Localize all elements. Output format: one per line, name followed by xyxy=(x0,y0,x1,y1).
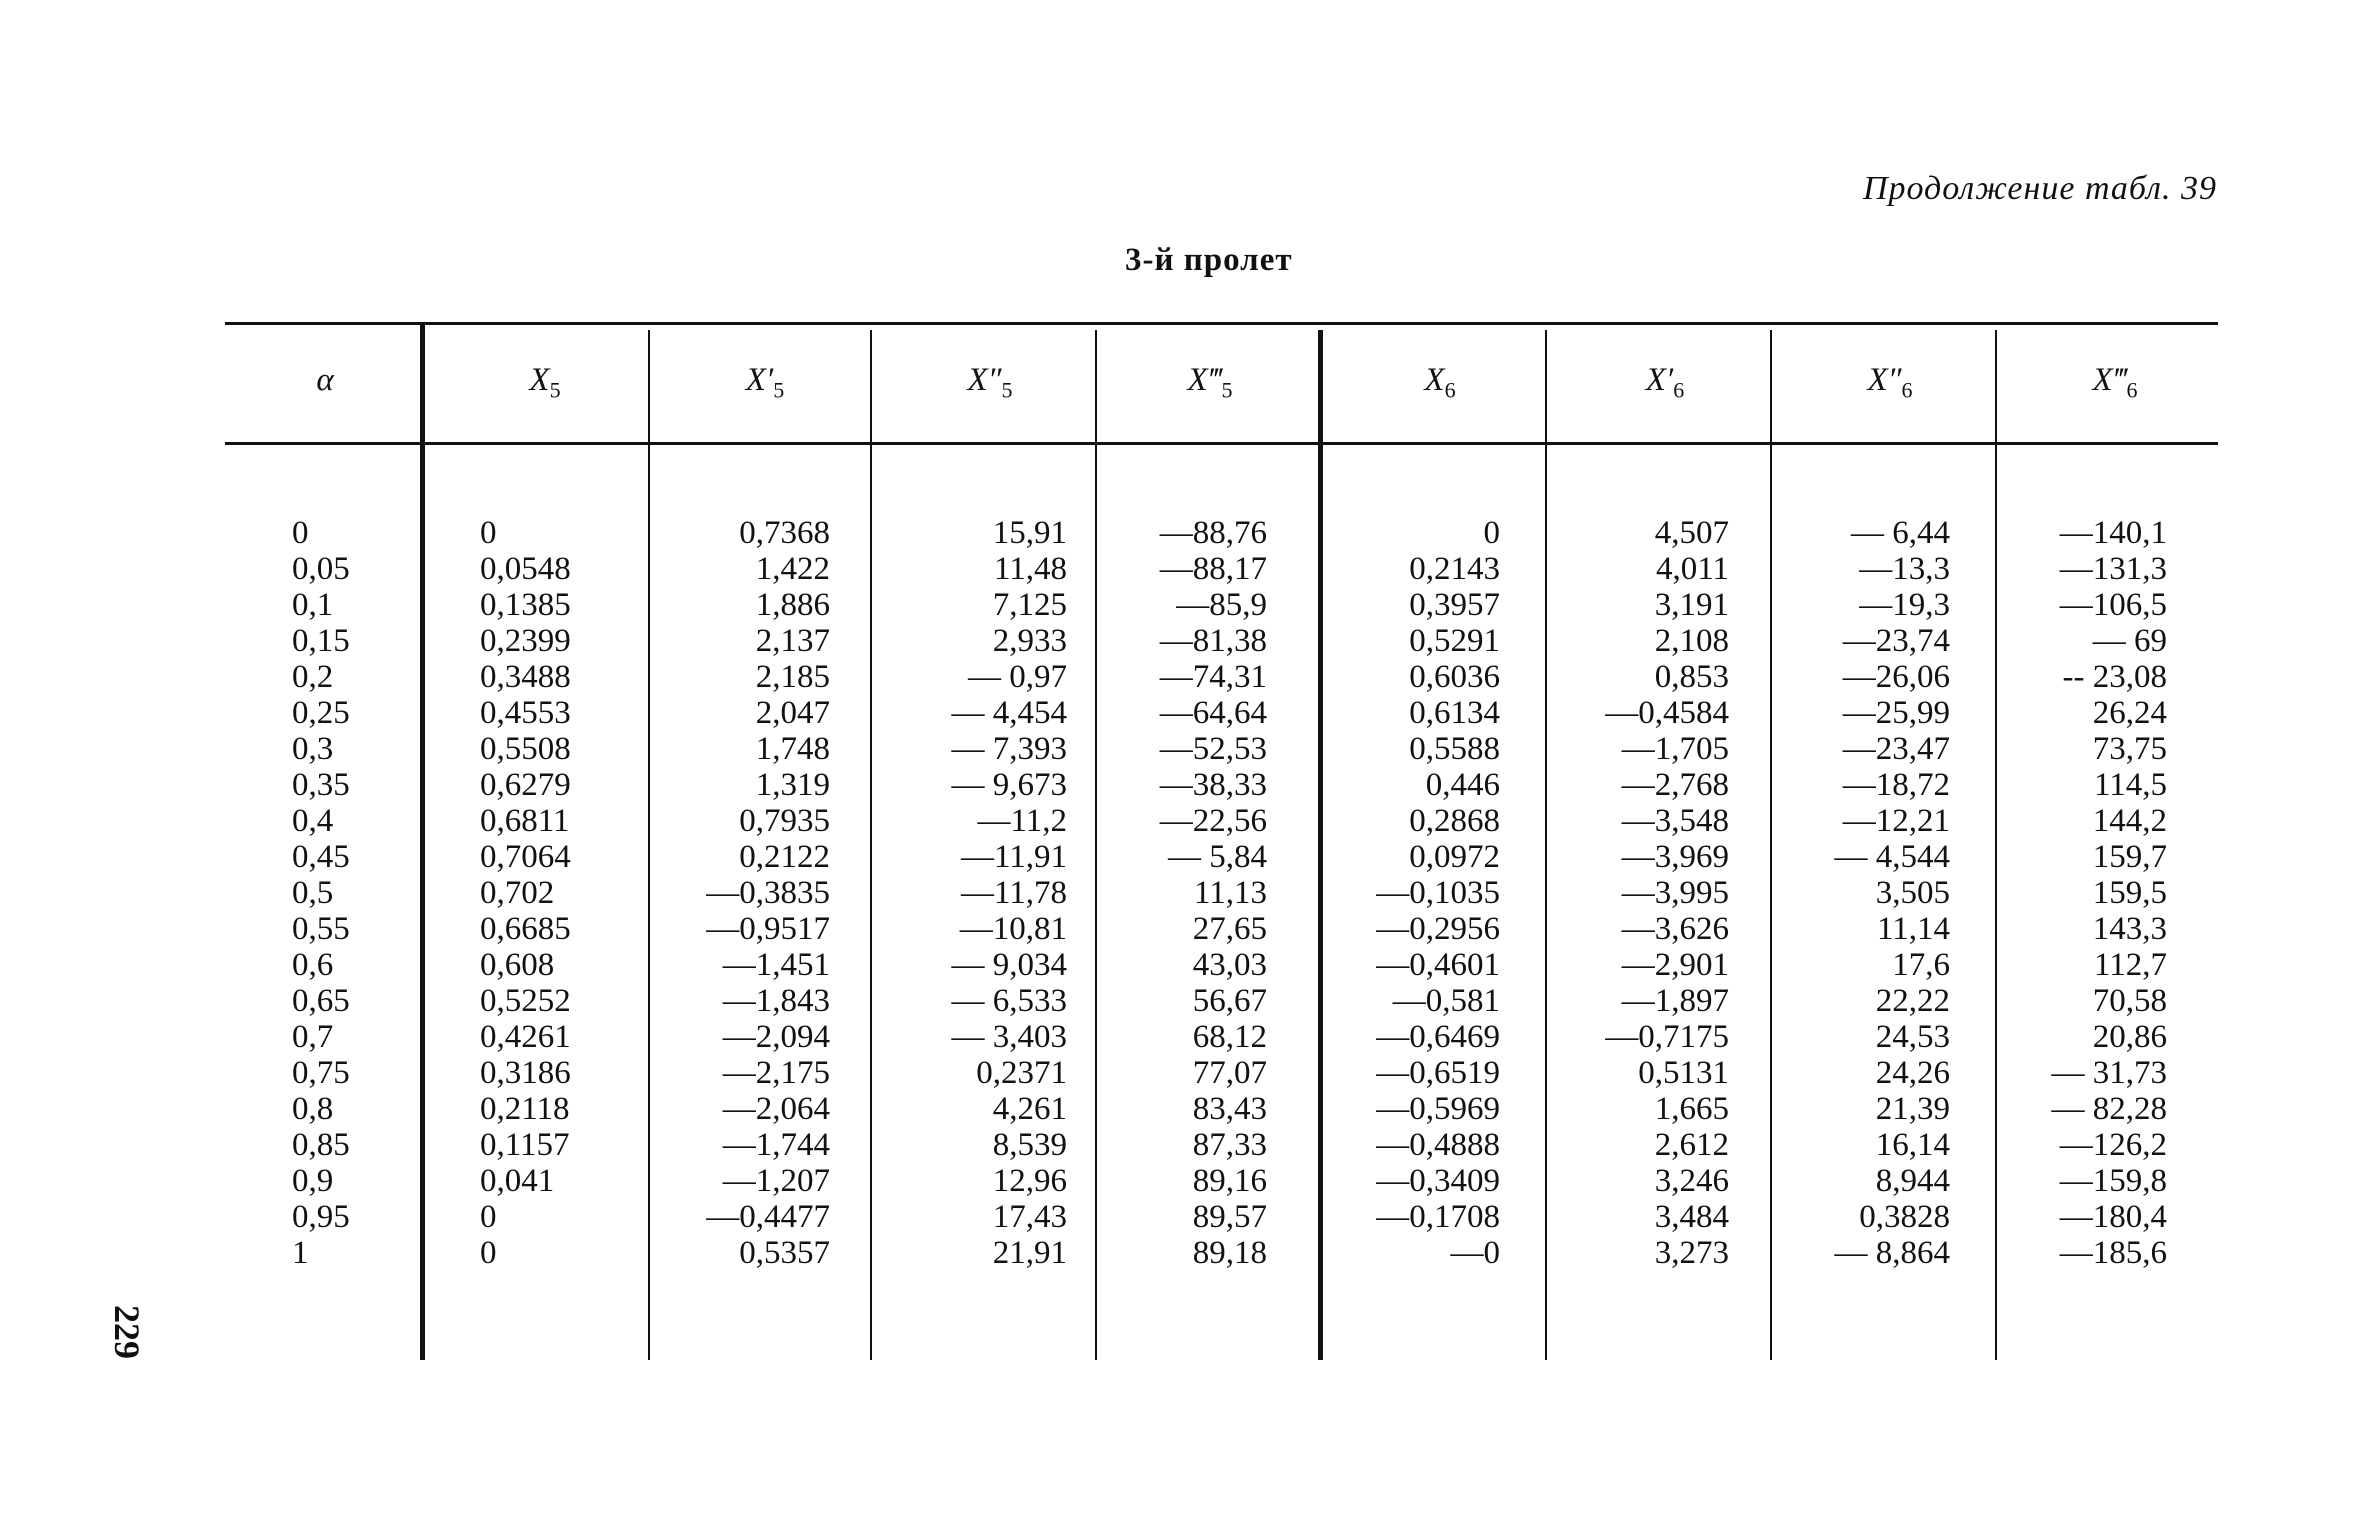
table-cell: —126,2 xyxy=(2059,1127,2167,1163)
table-cell: —1,843 xyxy=(722,983,830,1019)
table-cell: 0,45 xyxy=(292,839,350,875)
table-cell: 0,4261 xyxy=(480,1019,571,1055)
table-cell: 0 xyxy=(1483,515,1500,551)
table-cell: 83,43 xyxy=(1192,1091,1267,1127)
table-cell: 2,933 xyxy=(992,623,1067,659)
header-x6-triple-prime: $X‴_6$ xyxy=(2092,362,2138,403)
column-divider xyxy=(870,330,872,1360)
table-cell: —23,47 xyxy=(1842,731,1950,767)
table-cell: 3,246 xyxy=(1654,1163,1729,1199)
table-cell: — 4,544 xyxy=(1834,839,1950,875)
table-cell: —3,969 xyxy=(1621,839,1729,875)
table-cell: —11,2 xyxy=(977,803,1067,839)
table-cell: 16,14 xyxy=(1875,1127,1950,1163)
table-cell: 87,33 xyxy=(1192,1127,1267,1163)
table-cell: 89,18 xyxy=(1192,1235,1267,1271)
header-x5-triple-prime: $X‴_5$ xyxy=(1187,362,1233,403)
table-top-rule xyxy=(225,322,2218,325)
table-cell: —0,7175 xyxy=(1605,1019,1729,1055)
table-cell: 0,7 xyxy=(292,1019,334,1055)
table-cell: 0,5 xyxy=(292,875,334,911)
table-cell: 0 xyxy=(480,1235,497,1271)
table-header-rule xyxy=(225,442,2218,445)
table-cell: 17,6 xyxy=(1892,947,1950,983)
table-cell: 0,4553 xyxy=(480,695,571,731)
table-cell: —25,99 xyxy=(1842,695,1950,731)
table-cell: 0,6279 xyxy=(480,767,571,803)
header-alpha: α xyxy=(316,362,334,398)
table-cell: 0,6 xyxy=(292,947,334,983)
table-cell: 15,91 xyxy=(992,515,1067,551)
table-cell: —0,4601 xyxy=(1376,947,1500,983)
table-cell: 24,26 xyxy=(1875,1055,1950,1091)
table-cell: 0,7064 xyxy=(480,839,571,875)
column-x6 xyxy=(1376,515,1500,1271)
table-cell: 144,2 xyxy=(2092,803,2167,839)
table-cell: 0,5357 xyxy=(739,1235,830,1271)
table-cell: —13,3 xyxy=(1859,551,1950,587)
column-divider xyxy=(1545,330,1547,1360)
table-cell: 2,185 xyxy=(755,659,830,695)
column-x6-triple-prime xyxy=(2052,515,2168,1271)
table-cell: 11,48 xyxy=(993,551,1067,587)
table-cell: 0,85 xyxy=(292,1127,350,1163)
table-cell: —38,33 xyxy=(1159,767,1267,803)
table-cell: — 7,393 xyxy=(951,731,1067,767)
table-cell: —0,9517 xyxy=(706,911,830,947)
table-cell: — 8,864 xyxy=(1834,1235,1950,1271)
table-cell: 4,261 xyxy=(992,1091,1067,1127)
table-cell: —3,548 xyxy=(1621,803,1729,839)
table-cell: 2,137 xyxy=(755,623,830,659)
table-cell: —1,705 xyxy=(1621,731,1729,767)
table-cell: —12,21 xyxy=(1842,803,1950,839)
table-cell: —0,581 xyxy=(1392,983,1500,1019)
table-cell: —185,6 xyxy=(2059,1235,2167,1271)
header-x6-prime: $X'_6$ xyxy=(1645,362,1685,403)
table-cell: 77,07 xyxy=(1192,1055,1267,1091)
table-cell: 11,13 xyxy=(1193,875,1267,911)
table-cell: —180,4 xyxy=(2059,1199,2167,1235)
header-x5: $X_5$ xyxy=(529,362,561,403)
table-cell: 0,5291 xyxy=(1409,623,1500,659)
table-cell: —2,064 xyxy=(722,1091,830,1127)
table-cell: 7,125 xyxy=(992,587,1067,623)
table-cell: 11,14 xyxy=(1876,911,1950,947)
table-cell: — 31,73 xyxy=(2051,1055,2167,1091)
table-cell: 17,43 xyxy=(992,1199,1067,1235)
table-cell: —0,3409 xyxy=(1376,1163,1500,1199)
header-x6: $X_6$ xyxy=(1424,362,1456,403)
table-cell: —74,31 xyxy=(1159,659,1267,695)
column-x6-double-prime xyxy=(1835,515,1951,1271)
column-alpha xyxy=(292,515,350,1271)
table-cell: 0,2118 xyxy=(480,1091,570,1127)
table-cell: 26,24 xyxy=(2092,695,2167,731)
table-cell: —11,78 xyxy=(960,875,1067,911)
table-cell: —0,2956 xyxy=(1376,911,1500,947)
table-cell: 3,484 xyxy=(1654,1199,1729,1235)
column-x5-triple-prime xyxy=(1160,515,1267,1271)
table-cell: 4,507 xyxy=(1654,515,1729,551)
table-cell: 2,047 xyxy=(755,695,830,731)
table-cell: 0,446 xyxy=(1425,767,1500,803)
table-cell: 3,273 xyxy=(1654,1235,1729,1271)
table-cell: 22,22 xyxy=(1875,983,1950,1019)
table-cell: —3,995 xyxy=(1621,875,1729,911)
column-x6-prime xyxy=(1605,515,1729,1271)
table-cell: 89,16 xyxy=(1192,1163,1267,1199)
table-cell: —88,76 xyxy=(1159,515,1267,551)
table-cell: 20,86 xyxy=(2092,1019,2167,1055)
table-cell: 0,2143 xyxy=(1409,551,1500,587)
table-cell: 0,3828 xyxy=(1859,1199,1950,1235)
table-cell: 1,665 xyxy=(1654,1091,1729,1127)
column-divider xyxy=(648,330,650,1360)
column-divider-double xyxy=(1318,330,1323,1360)
table-cell: 0,1385 xyxy=(480,587,571,623)
table-cell: 21,91 xyxy=(992,1235,1067,1271)
table-cell: 0,608 xyxy=(480,947,555,983)
table-cell: —22,56 xyxy=(1159,803,1267,839)
table-cell: 56,67 xyxy=(1192,983,1267,1019)
table-cell: 0,8 xyxy=(292,1091,334,1127)
table-cell: 0,2868 xyxy=(1409,803,1500,839)
table-cell: 0,3 xyxy=(292,731,334,767)
table-cell: 1,886 xyxy=(755,587,830,623)
table-cell: 0,7368 xyxy=(739,515,830,551)
table-cell: 0,3957 xyxy=(1409,587,1500,623)
table-cell: 70,58 xyxy=(2092,983,2167,1019)
table-cell: 27,65 xyxy=(1192,911,1267,947)
table-cell: 0,65 xyxy=(292,983,350,1019)
table-subtitle: 3-й пролет xyxy=(1125,242,1293,278)
table-cell: —0,6469 xyxy=(1376,1019,1500,1055)
table-cell: 0,0548 xyxy=(480,551,571,587)
table-cell: 0,2399 xyxy=(480,623,571,659)
table-cell: — 9,673 xyxy=(951,767,1067,803)
table-cell: —0,1035 xyxy=(1376,875,1500,911)
table-cell: 3,191 xyxy=(1654,587,1729,623)
table-cell: 2,612 xyxy=(1654,1127,1729,1163)
table-cell: 0 xyxy=(480,1199,497,1235)
table-cell: —2,901 xyxy=(1621,947,1729,983)
table-cell: 159,7 xyxy=(2092,839,2167,875)
table-cell: 0,15 xyxy=(292,623,350,659)
table-cell: 1,748 xyxy=(755,731,830,767)
table-cell: 0,702 xyxy=(480,875,555,911)
table-cell: 0,75 xyxy=(292,1055,350,1091)
table-cell: 1,319 xyxy=(755,767,830,803)
table-cell: —11,91 xyxy=(960,839,1067,875)
table-cell: 0,6134 xyxy=(1409,695,1500,731)
table-cell: — 4,454 xyxy=(951,695,1067,731)
table-cell: —26,06 xyxy=(1842,659,1950,695)
table-cell: 0,6036 xyxy=(1409,659,1500,695)
table-cell: 43,03 xyxy=(1192,947,1267,983)
table-cell: 0,2 xyxy=(292,659,334,695)
table-cell: — 0,97 xyxy=(968,659,1067,695)
table-cell: —140,1 xyxy=(2059,515,2167,551)
table-cell: 1 xyxy=(292,1235,309,1271)
table-cell: 0,2371 xyxy=(976,1055,1067,1091)
table-cell: — 6,533 xyxy=(951,983,1067,1019)
table-cell: 4,011 xyxy=(1655,551,1729,587)
table-cell: — 9,034 xyxy=(951,947,1067,983)
table-cell: —52,53 xyxy=(1159,731,1267,767)
table-cell: —64,64 xyxy=(1159,695,1267,731)
table-cell: —0,4584 xyxy=(1605,695,1729,731)
table-cell: 0,5131 xyxy=(1638,1055,1729,1091)
table-cell: 114,5 xyxy=(2093,767,2167,803)
column-divider xyxy=(1770,330,1772,1360)
table-cell: —81,38 xyxy=(1159,623,1267,659)
table-cell: — 5,84 xyxy=(1168,839,1267,875)
table-cell: 24,53 xyxy=(1875,1019,1950,1055)
column-x5-double-prime xyxy=(952,515,1068,1271)
table-cell: 0,3488 xyxy=(480,659,571,695)
table-cell: —0,3835 xyxy=(706,875,830,911)
table-cell: —3,626 xyxy=(1621,911,1729,947)
table-cell: 2,108 xyxy=(1654,623,1729,659)
header-x5-prime: $X'_5$ xyxy=(745,362,785,403)
header-x5-double-prime: $X''_5$ xyxy=(967,362,1013,403)
table-cell: 8,539 xyxy=(992,1127,1067,1163)
table-cell: —159,8 xyxy=(2059,1163,2167,1199)
table-cell: —2,094 xyxy=(722,1019,830,1055)
table-cell: 0,05 xyxy=(292,551,350,587)
table-cell: —1,897 xyxy=(1621,983,1729,1019)
table-cell: 73,75 xyxy=(2092,731,2167,767)
table-cell: —23,74 xyxy=(1842,623,1950,659)
table-cell: 8,944 xyxy=(1875,1163,1950,1199)
table-cell: —0,4888 xyxy=(1376,1127,1500,1163)
header-x6-double-prime: $X''_6$ xyxy=(1867,362,1913,403)
table-cell: 0,5252 xyxy=(480,983,571,1019)
table-cell: 0,3186 xyxy=(480,1055,571,1091)
table-cell: —0,4477 xyxy=(706,1199,830,1235)
column-divider xyxy=(1995,330,1997,1360)
table-cell: —106,5 xyxy=(2059,587,2167,623)
table-cell: 68,12 xyxy=(1192,1019,1267,1055)
table-cell: 0,6811 xyxy=(480,803,570,839)
table-cell: 0,2122 xyxy=(739,839,830,875)
table-cell: —19,3 xyxy=(1859,587,1950,623)
table-cell: 21,39 xyxy=(1875,1091,1950,1127)
table-cell: 0,35 xyxy=(292,767,350,803)
table-cell: —85,9 xyxy=(1176,587,1267,623)
table-cell: 0,5508 xyxy=(480,731,571,767)
table-cell: —0 xyxy=(1450,1235,1500,1271)
table-cell: — 82,28 xyxy=(2051,1091,2167,1127)
page-number: 229 xyxy=(107,1305,147,1359)
table-cell: — 3,403 xyxy=(951,1019,1067,1055)
table-cell: —18,72 xyxy=(1842,767,1950,803)
table-cell: —0,5969 xyxy=(1376,1091,1500,1127)
table-cell: 3,505 xyxy=(1875,875,1950,911)
table-cell: 0 xyxy=(292,515,309,551)
table-cell: 0,25 xyxy=(292,695,350,731)
table-cell: 0,95 xyxy=(292,1199,350,1235)
table-cell: 0,5588 xyxy=(1409,731,1500,767)
table-cell: —1,451 xyxy=(722,947,830,983)
table-cell: 0,7935 xyxy=(739,803,830,839)
table-cell: —2,175 xyxy=(722,1055,830,1091)
table-caption: Продолжение табл. 39 xyxy=(1862,170,2217,207)
table-cell: 0,1 xyxy=(292,587,334,623)
table-cell: 0,1157 xyxy=(480,1127,570,1163)
table-cell: 0,55 xyxy=(292,911,350,947)
table-cell: — 69 xyxy=(2092,623,2167,659)
column-divider-double xyxy=(420,325,425,1360)
table-cell: -- 23,08 xyxy=(2062,659,2167,695)
column-divider xyxy=(1095,330,1097,1360)
table-cell: 0 xyxy=(480,515,497,551)
table-cell: 0,6685 xyxy=(480,911,571,947)
table-cell: 0,853 xyxy=(1654,659,1729,695)
table-cell: —10,81 xyxy=(959,911,1067,947)
table-cell: 12,96 xyxy=(992,1163,1067,1199)
table-cell: —131,3 xyxy=(2059,551,2167,587)
table-cell: 89,57 xyxy=(1192,1199,1267,1235)
table-cell: 112,7 xyxy=(2093,947,2167,983)
table-cell: — 6,44 xyxy=(1851,515,1950,551)
table-cell: 0,041 xyxy=(480,1163,555,1199)
table-cell: 1,422 xyxy=(755,551,830,587)
column-x5-prime xyxy=(706,515,830,1271)
table-cell: 143,3 xyxy=(2092,911,2167,947)
table-cell: 159,5 xyxy=(2092,875,2167,911)
table-cell: —2,768 xyxy=(1621,767,1729,803)
table-cell: 0,9 xyxy=(292,1163,334,1199)
table-cell: —1,207 xyxy=(722,1163,830,1199)
table-cell: 0,0972 xyxy=(1409,839,1500,875)
table-cell: 0,4 xyxy=(292,803,334,839)
table-cell: —88,17 xyxy=(1159,551,1267,587)
table-cell: —0,6519 xyxy=(1376,1055,1500,1091)
table-cell: —0,1708 xyxy=(1376,1199,1500,1235)
column-x5 xyxy=(480,515,571,1271)
table-cell: —1,744 xyxy=(722,1127,830,1163)
